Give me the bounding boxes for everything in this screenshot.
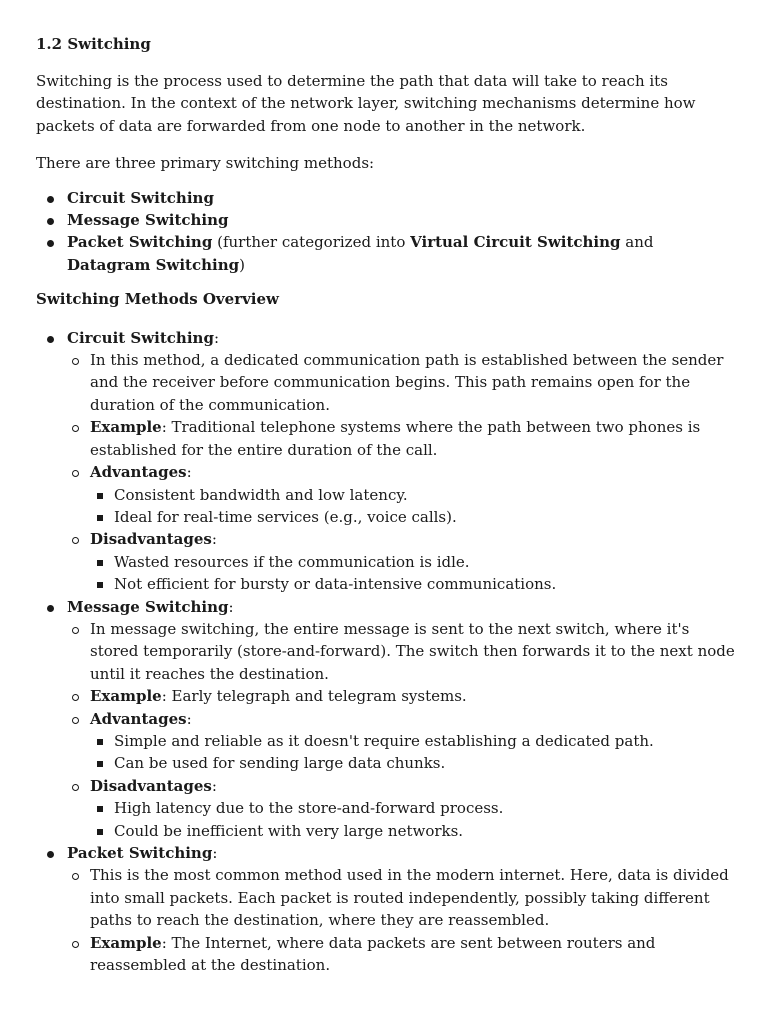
example-label: Example [90, 933, 162, 952]
square-bullet-icon [97, 515, 103, 521]
overview-item-packet [36, 842, 736, 976]
methods-list [36, 187, 736, 277]
list-item [90, 797, 736, 819]
bullet-icon [47, 336, 54, 343]
packet-description: This is the most common method used in the modern internet. Here, data is divided into small packets. Each packet is routed independently, possibly taking different paths to reach the destination, where they are reassembled. [90, 866, 729, 930]
disadvantage-text: Not efficient for bursty or data-intensive communications. [114, 575, 557, 594]
list-item [90, 730, 736, 752]
disadvantage-text: High latency due to the store-and-forward process. [114, 799, 504, 818]
list-item [67, 708, 736, 775]
list-item [36, 209, 736, 231]
closing-paren: ) [239, 255, 245, 274]
message-advantages [90, 730, 736, 775]
overview-list [36, 327, 736, 977]
circle-bullet-icon [72, 425, 79, 432]
advantage-text: Can be used for sending large data chunks. [114, 754, 446, 773]
disadvantages-label: Disadvantages [90, 530, 212, 549]
example-label: Example [90, 687, 162, 706]
method-datagram: Datagram Switching [67, 255, 240, 274]
method-virtual-circuit: Virtual Circuit Switching [410, 233, 621, 252]
overview-item-message [36, 596, 736, 842]
circle-bullet-icon [72, 873, 79, 880]
methods-intro: There are three primary switching methods: [36, 154, 375, 173]
intro-paragraph: Switching is the process used to determine the path that data will take to reach its destination. In the context of the network layer, switching mechanisms determine how packets of data are forwarded from one node to another in the network. [36, 72, 696, 135]
square-bullet-icon [97, 739, 103, 745]
bullet-icon [47, 196, 54, 203]
list-item [90, 506, 736, 528]
advantage-text: Simple and reliable as it doesn't require establishing a dedicated path. [114, 731, 654, 750]
document-page [36, 33, 736, 976]
list-item [90, 752, 736, 774]
list-item [67, 349, 736, 416]
advantage-text: Consistent bandwidth and low latency. [114, 485, 408, 504]
packet-title: Packet Switching [67, 844, 213, 862]
circle-bullet-icon [72, 358, 79, 365]
colon-text: : [211, 776, 217, 795]
square-bullet-icon [97, 582, 103, 588]
colon-text: : [211, 530, 217, 549]
advantages-label: Advantages [90, 463, 187, 482]
circle-bullet-icon [72, 717, 79, 724]
bullet-icon [47, 851, 54, 858]
colon-text: : [228, 597, 234, 616]
list-item [90, 484, 736, 506]
square-bullet-icon [97, 560, 103, 566]
circuit-details [67, 349, 736, 595]
bullet-icon [47, 240, 54, 247]
list-item [90, 820, 736, 842]
list-item [67, 618, 736, 685]
colon-text: : [186, 463, 192, 482]
circuit-disadvantages [90, 551, 736, 596]
circle-bullet-icon [72, 941, 79, 948]
message-disadvantages [90, 797, 736, 842]
packet-example: : The Internet, where data packets are sent between routers and reassembled at the destination. [90, 933, 656, 975]
square-bullet-icon [97, 761, 103, 767]
method-message: Message Switching [67, 211, 229, 230]
square-bullet-icon [97, 806, 103, 812]
list-item [67, 775, 736, 842]
list-item [67, 932, 736, 977]
list-item [36, 187, 736, 209]
disadvantage-text: Wasted resources if the communication is idle. [114, 552, 470, 571]
list-item [67, 461, 736, 528]
circle-bullet-icon [72, 627, 79, 634]
disadvantage-text: Could be inefficient with very large networks. [114, 821, 464, 840]
method-packet: Packet Switching [67, 233, 213, 252]
list-item [90, 551, 736, 573]
circuit-example: : Traditional telephone systems where the path between two phones is established for the entire duration of the call. [90, 418, 701, 459]
square-bullet-icon [97, 829, 103, 835]
list-item [67, 864, 736, 931]
message-description: In message switching, the entire message is sent to the next switch, where it's stored temporarily (store-and-forward). The switch then forwards it to the next node until it reaches the destination. [90, 619, 735, 683]
colon-text: : [186, 709, 192, 728]
circle-bullet-icon [72, 694, 79, 701]
circle-bullet-icon [72, 470, 79, 477]
overview-title: Switching Methods Overview [36, 290, 279, 309]
example-label: Example [90, 418, 162, 437]
colon-text: : [213, 328, 219, 347]
packet-details [67, 864, 736, 976]
circuit-advantages [90, 484, 736, 529]
circuit-description: In this method, a dedicated communication path is established between the sender and the receiver before communication begins. This path remains open for the duration of the communication. [90, 351, 724, 414]
list-item [67, 416, 736, 461]
advantage-text: Ideal for real-time services (e.g., voice calls). [114, 507, 457, 526]
disadvantages-label: Disadvantages [90, 776, 212, 795]
list-item [90, 573, 736, 595]
method-circuit: Circuit Switching [67, 188, 214, 207]
conjunction-text: and [620, 233, 654, 252]
circle-bullet-icon [72, 784, 79, 791]
message-example: : Early telegraph and telegram systems. [161, 687, 467, 706]
circuit-title: Circuit Switching [67, 328, 214, 347]
list-item [67, 685, 736, 707]
advantages-label: Advantages [90, 709, 187, 728]
bullet-icon [47, 605, 54, 612]
message-details [67, 618, 736, 842]
method-packet-note: (further categorized into [212, 233, 411, 252]
bullet-icon [47, 218, 54, 225]
list-item [36, 231, 736, 276]
list-item [67, 528, 736, 595]
square-bullet-icon [97, 493, 103, 499]
colon-text: : [212, 844, 218, 862]
circle-bullet-icon [72, 537, 79, 544]
section-heading: 1.2 Switching [36, 35, 151, 53]
message-title: Message Switching [67, 597, 229, 616]
overview-item-circuit [36, 327, 736, 596]
